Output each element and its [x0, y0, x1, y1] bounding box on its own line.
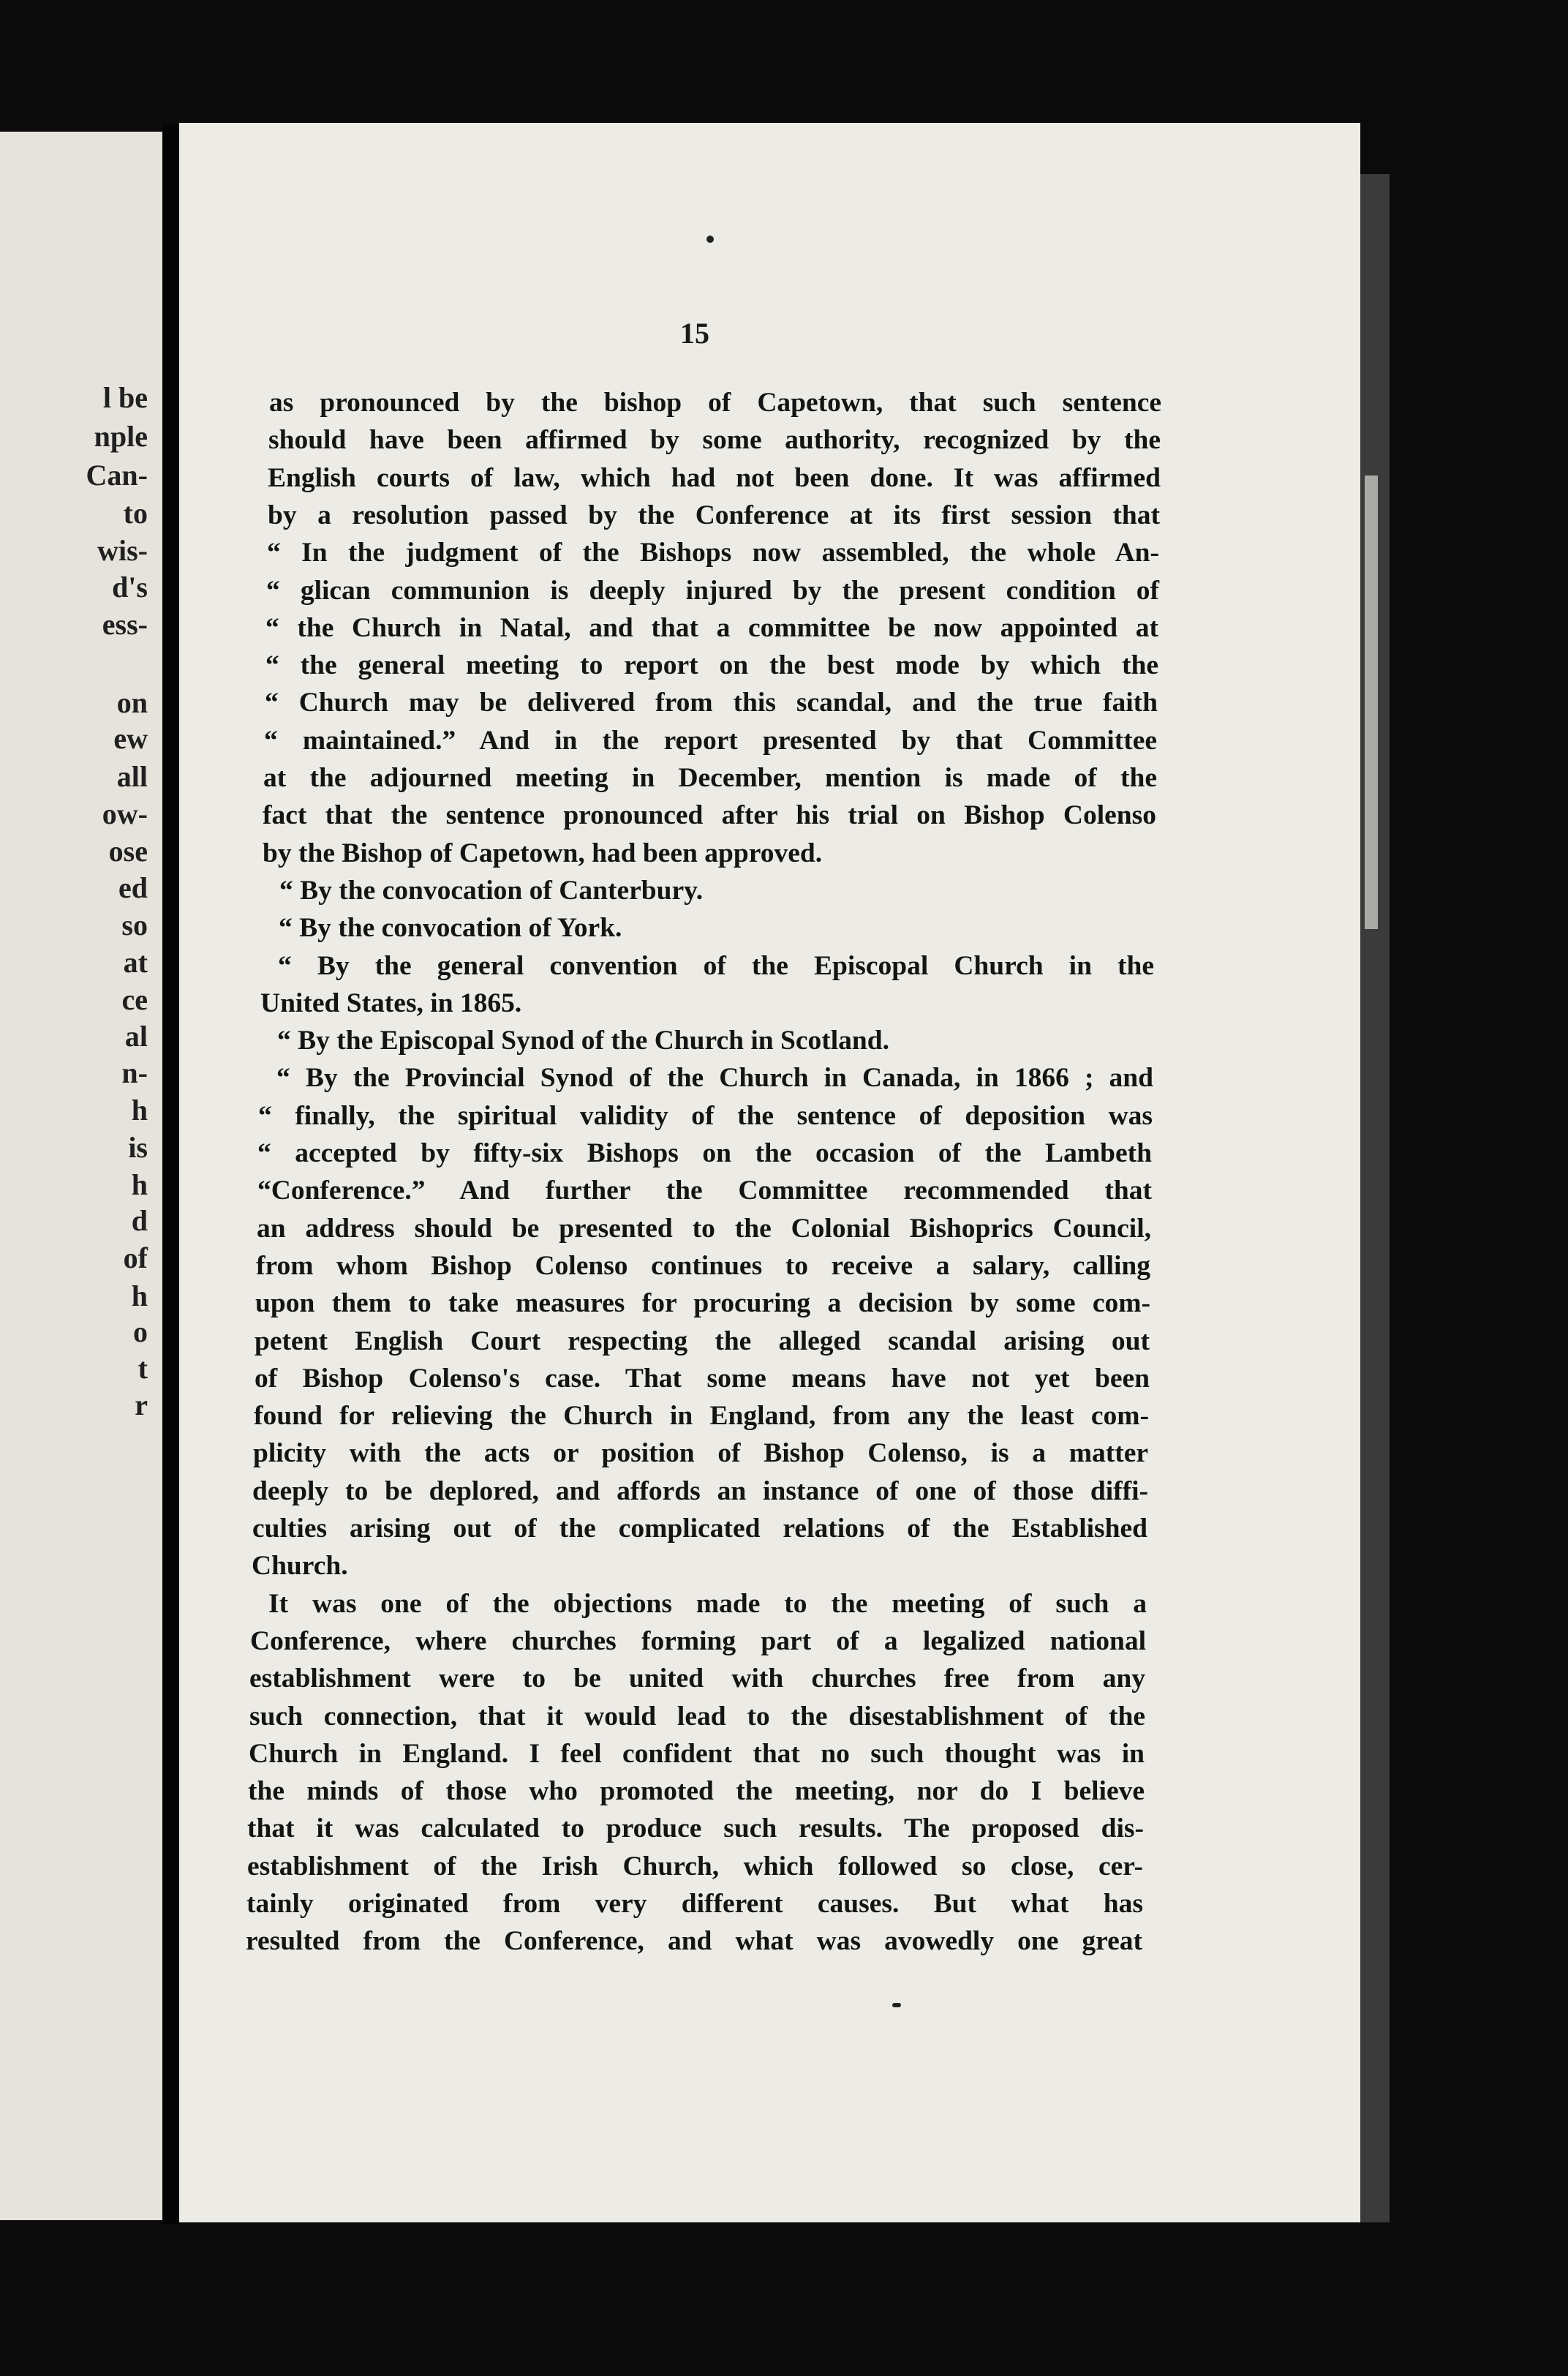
text-line: the minds of those who promoted the meeting, nor do I believe — [248, 1776, 1145, 1806]
left-page-fragment: wis- — [97, 534, 148, 567]
text-line: “ the general meeting to report on the best mode by which the — [265, 650, 1158, 680]
left-page-fragment: h — [131, 1279, 148, 1312]
left-page-fragment: t — [137, 1352, 148, 1385]
left-page-fragment: ess- — [102, 608, 148, 641]
left-page-fragment: at — [123, 946, 148, 979]
text-line: It was one of the objections made to the meeting of such a — [268, 1589, 1147, 1619]
left-page-fragment: so — [121, 909, 148, 941]
page-edge-highlight — [1365, 475, 1378, 929]
text-line: such connection, that it would lead to the disestablishment of the — [249, 1702, 1145, 1732]
text-line: culties arising out of the complicated relations of the Established — [252, 1514, 1147, 1544]
text-line: “ accepted by fifty-six Bishops on the occasion of the Lambeth — [257, 1138, 1152, 1168]
left-page-fragment: of — [123, 1241, 148, 1274]
text-line: of Bishop Colenso's case. That some means have not yet been — [255, 1364, 1150, 1394]
page-number: 15 — [680, 317, 709, 350]
text-line: “ By the convocation of Canterbury. — [279, 876, 704, 906]
text-line: tainly originated from very different causes. But what has — [246, 1889, 1143, 1919]
text-line: English courts of law, which had not been done. It was affirmed — [268, 463, 1161, 493]
text-line: “ Church may be delivered from this scandal, and the true faith — [265, 688, 1158, 718]
text-line: resulted from the Conference, and what was avowedly one great — [246, 1926, 1142, 1956]
text-line: “ the Church in Natal, and that a committee be now appointed at — [265, 613, 1158, 643]
text-line: found for relieving the Church in England, from any the least com- — [254, 1401, 1149, 1431]
left-page-fragment: is — [128, 1131, 148, 1164]
left-page-fragment: ce — [121, 983, 148, 1016]
text-line: Conference, where churches forming part of a legalized national — [250, 1626, 1146, 1656]
text-line: deeply to be deplored, and affords an instance of one of those diffi- — [252, 1476, 1148, 1506]
left-page-fragment: on — [116, 686, 148, 719]
left-page-fragment: d — [131, 1204, 148, 1237]
left-page-fragment: ed — [118, 871, 148, 904]
text-line: “ finally, the spiritual validity of the sentence of deposition was — [258, 1101, 1153, 1131]
left-page-fragment: l be — [102, 381, 148, 414]
text-line: United States, in 1865. — [260, 988, 522, 1018]
text-line: Church in England. I feel confident that no such thought was in — [249, 1739, 1145, 1769]
text-line: “ In the judgment of the Bishops now assembled, the whole An- — [267, 538, 1159, 568]
left-page-fragment: o — [133, 1315, 148, 1348]
text-line: upon them to take measures for procuring a decision by some com- — [255, 1288, 1150, 1318]
text-line: “Conference.” And further the Committee recommended that — [257, 1176, 1152, 1206]
text-line: “ By the convocation of York. — [279, 913, 622, 943]
left-page-fragment: ose — [108, 835, 148, 868]
text-line: “ By the general convention of the Episcopal Church in the — [278, 951, 1154, 981]
left-page-fragment: to — [123, 497, 148, 530]
text-line: should have been affirmed by some authority, recognized by the — [268, 425, 1161, 455]
left-page — [0, 132, 162, 2220]
text-line: that it was calculated to produce such results. The proposed dis- — [247, 1813, 1144, 1843]
text-line: “ By the Episcopal Synod of the Church in Scotland. — [277, 1026, 889, 1056]
text-line: as pronounced by the bishop of Capetown, that such sentence — [269, 388, 1161, 418]
left-page-fragment: ew — [113, 722, 148, 755]
text-line: establishment of the Irish Church, which followed so close, cer- — [247, 1851, 1143, 1881]
ink-speck — [706, 236, 714, 243]
left-page-fragment: nple — [94, 420, 148, 453]
text-line: petent English Court respecting the alleged scandal arising out — [255, 1326, 1150, 1356]
text-line: “ glican communion is deeply injured by the present condition of — [266, 576, 1159, 606]
left-page-fragment: r — [135, 1388, 148, 1421]
text-line: establishment were to be united with churches free from any — [249, 1663, 1145, 1693]
left-page-fragment: n- — [121, 1056, 148, 1089]
left-page-fragment: Can- — [86, 459, 148, 492]
left-page-fragment: al — [124, 1020, 148, 1053]
left-page-fragment: ow- — [102, 797, 148, 830]
text-line: by the Bishop of Capetown, had been approved. — [263, 838, 823, 868]
book-gutter — [162, 124, 179, 2224]
text-line: an address should be presented to the Colonial Bishoprics Council, — [257, 1214, 1151, 1244]
text-line: from whom Bishop Colenso continues to receive a salary, calling — [256, 1251, 1150, 1281]
text-line: “ By the Provincial Synod of the Church in Canada, in 1866 ; and — [276, 1063, 1153, 1093]
text-line: fact that the sentence pronounced after his trial on Bishop Colenso — [263, 800, 1156, 830]
text-line: by a resolution passed by the Conference at its first session that — [268, 500, 1160, 530]
text-line: Church. — [252, 1551, 348, 1581]
left-page-fragment: all — [116, 760, 148, 793]
left-page-fragment: h — [131, 1168, 148, 1201]
text-line: “ maintained.” And in the report presented by that Committee — [264, 726, 1157, 756]
left-page-fragment: d's — [112, 571, 148, 604]
text-line: plicity with the acts or position of Bishop Colenso, is a matter — [253, 1438, 1148, 1468]
left-page-fragment: h — [131, 1094, 148, 1127]
text-line: at the adjourned meeting in December, mention is made of the — [263, 763, 1157, 793]
ink-speck — [892, 2003, 901, 2007]
